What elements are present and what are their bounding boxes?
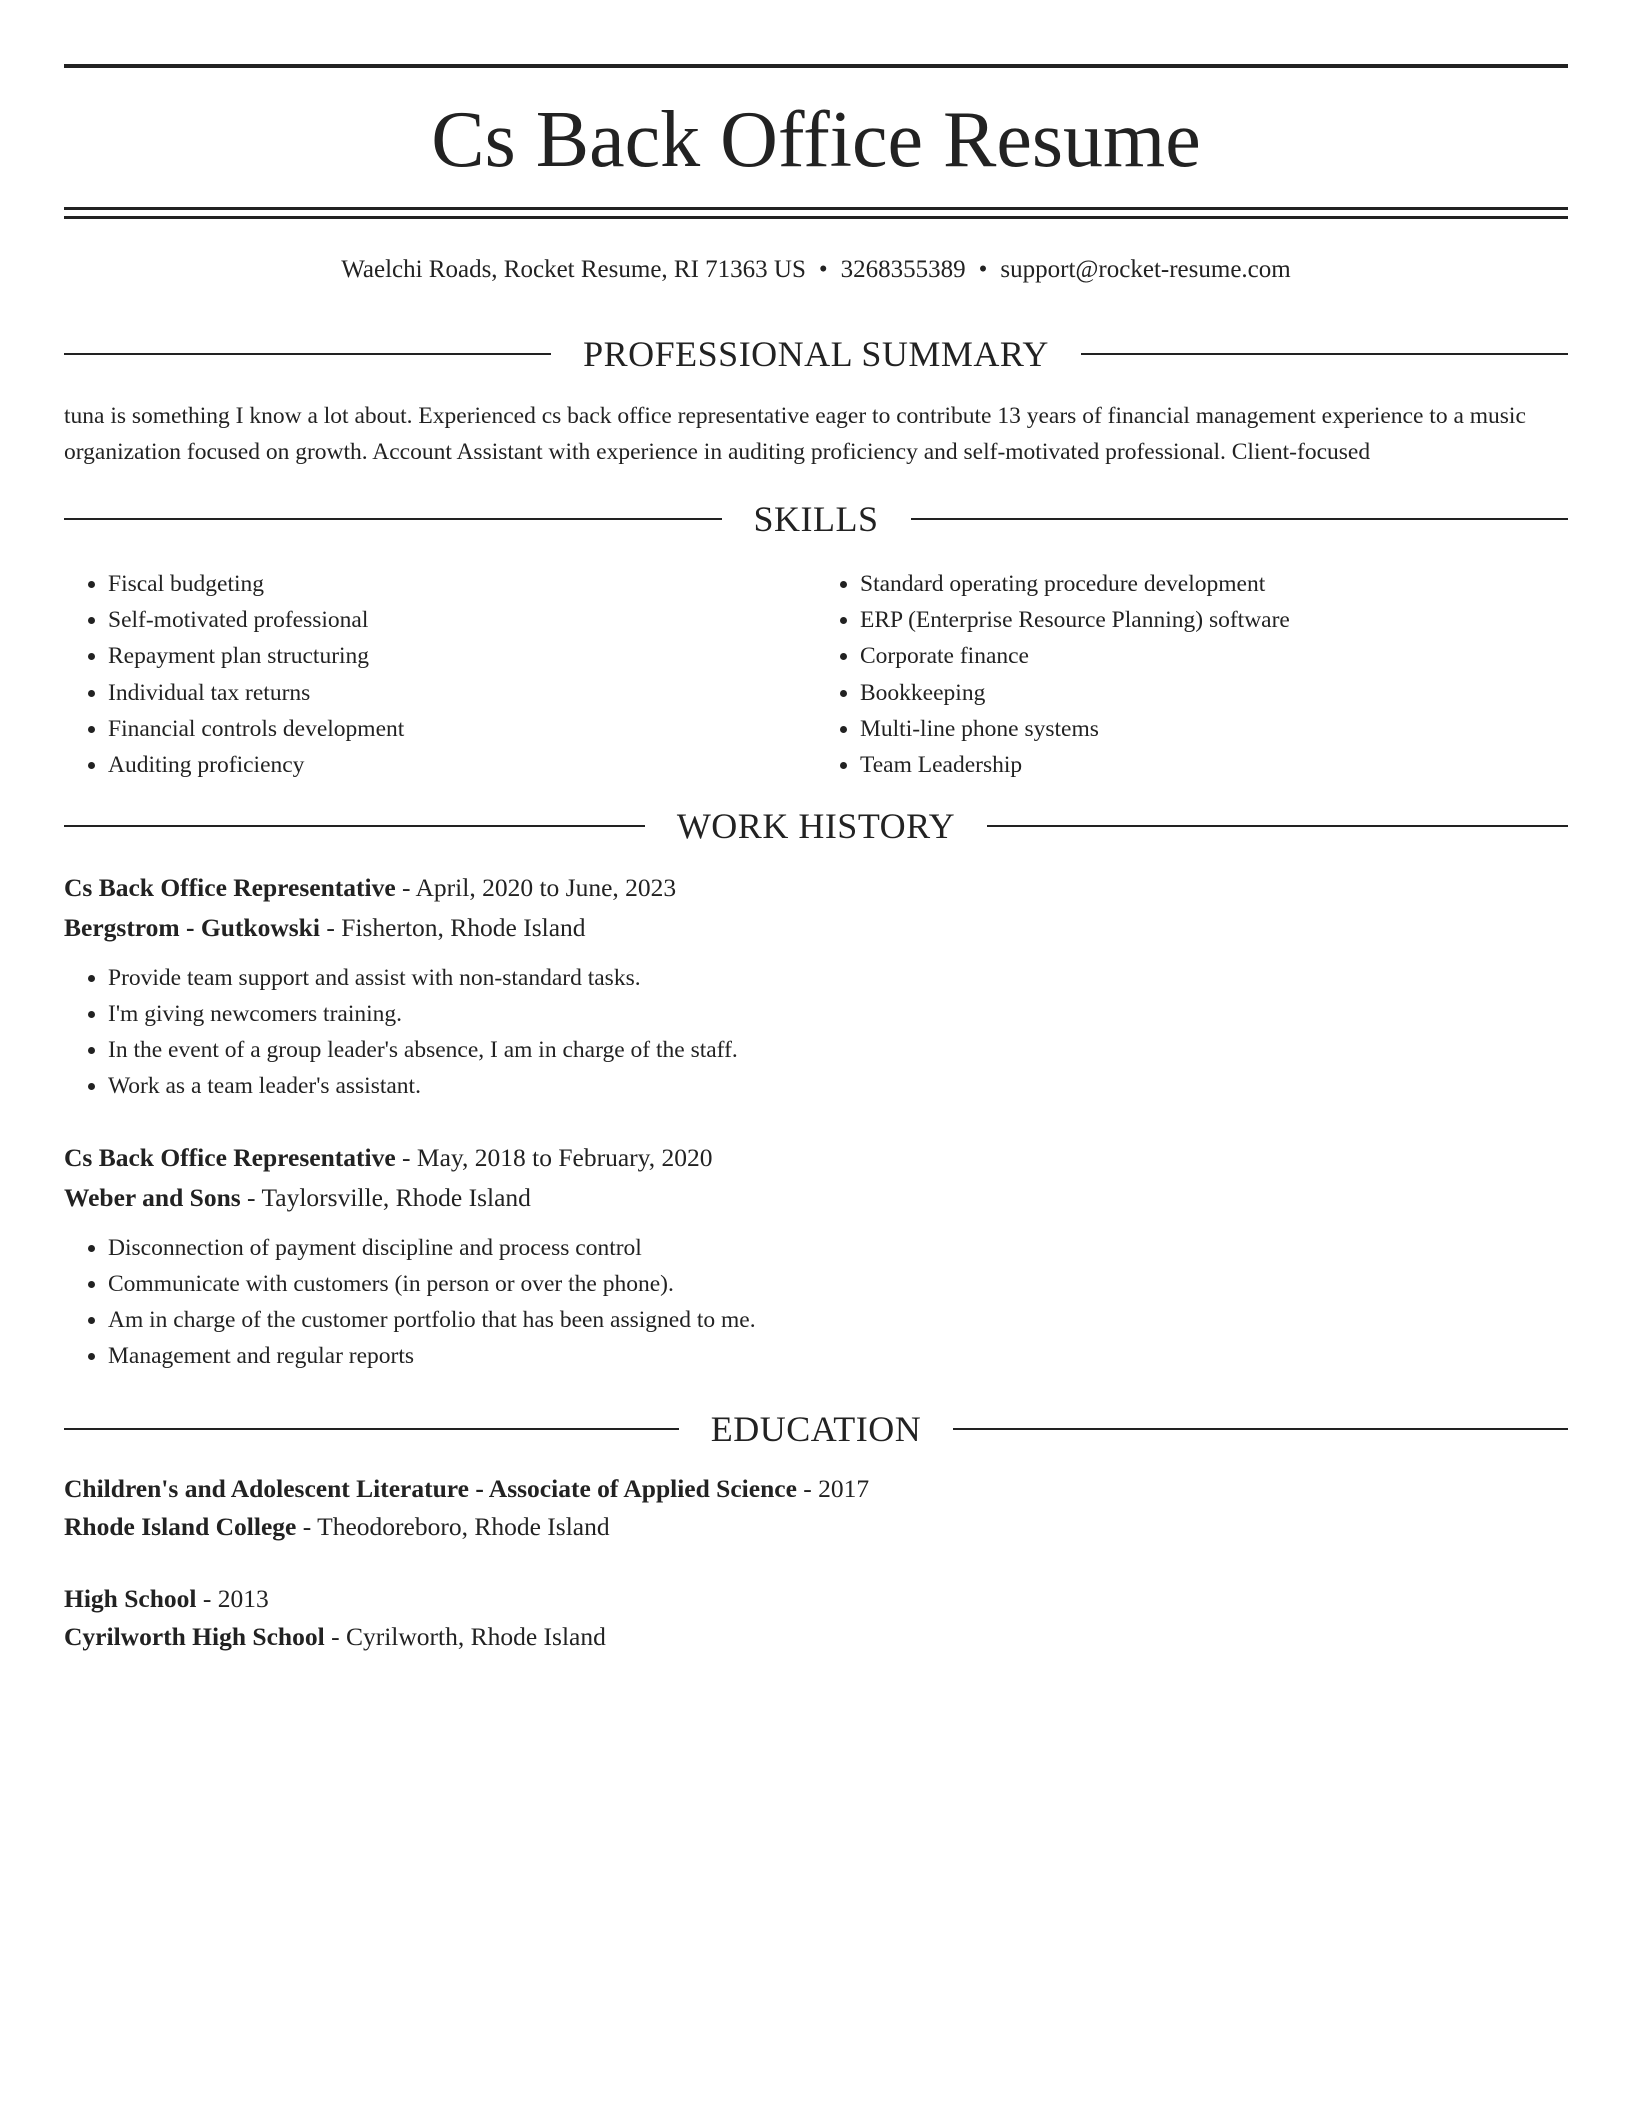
education-heading: EDUCATION: [710, 1409, 922, 1449]
top-rule: [64, 64, 1568, 68]
education-year: 2017: [818, 1474, 870, 1503]
heading-rule-right: [987, 825, 1568, 827]
dash: -: [319, 913, 342, 942]
skill-item: • ERP (Enterprise Resource Planning) software: [860, 602, 1568, 638]
dash: -: [196, 1584, 218, 1613]
education-location: Cyrilworth, Rhode Island: [345, 1622, 606, 1651]
skill-item: • Corporate finance: [860, 638, 1568, 674]
skill-item: • Fiscal budgeting: [108, 566, 816, 602]
job-bullet: • Management and regular reports: [108, 1338, 1568, 1374]
job-dates: May, 2018 to February, 2020: [416, 1143, 713, 1172]
summary-section-heading: [64, 332, 1568, 376]
dash: -: [796, 1474, 819, 1503]
job-company: Weber and Sons: [64, 1183, 241, 1212]
skill-item: • Financial controls development: [108, 711, 816, 747]
heading-rule-left: [64, 518, 722, 520]
skill-item: • Bookkeeping: [860, 675, 1568, 711]
contact-phone: 3268355389: [840, 256, 966, 283]
contact-line: [64, 252, 1568, 288]
job-company-line: [64, 908, 1568, 948]
heading-rule-left: [64, 353, 551, 355]
education-degree-line: [64, 1580, 1568, 1618]
job-title: Cs Back Office Representative: [64, 873, 396, 902]
job-location: Fisherton, Rhode Island: [341, 913, 586, 942]
dash: -: [296, 1512, 318, 1541]
education-section-heading: [64, 1407, 1568, 1451]
summary-text: tuna is something I know a lot about. Experienced cs back office representative eager to contribute 13 years of financial management experience to a music organization focused on growth. Account Assistant with experience in auditing proficiency and self-motivated professional. Client-focused: [64, 403, 1526, 465]
education-school: Cyrilworth High School: [64, 1622, 325, 1651]
dash: -: [395, 873, 416, 902]
job-bullet: • In the event of a group leader's absence, I am in charge of the staff.: [108, 1032, 1568, 1068]
job-company-line: [64, 1178, 1568, 1218]
education-school-line: [64, 1618, 1568, 1656]
job-company: Bergstrom - Gutkowski: [64, 913, 320, 942]
education-year: 2013: [217, 1584, 269, 1613]
skills-column-left: [64, 566, 816, 783]
resume-title: Cs Back Office Resume: [431, 96, 1201, 184]
work-heading: WORK HISTORY: [676, 806, 956, 846]
education-location: Theodoreboro, Rhode Island: [317, 1512, 610, 1541]
education-degree: High School: [64, 1584, 197, 1613]
job-bullet: • Disconnection of payment discipline and process control: [108, 1230, 1568, 1266]
job-dates: April, 2020 to June, 2023: [415, 873, 677, 902]
job-location: Taylorsville, Rhode Island: [261, 1183, 531, 1212]
skills-column-right: [816, 566, 1568, 783]
summary-heading: PROFESSIONAL SUMMARY: [583, 334, 1049, 374]
skills-section-heading: [64, 497, 1568, 541]
skill-item: • Auditing proficiency: [108, 747, 816, 783]
job-bullet: • Work as a team leader's assistant.: [108, 1068, 1568, 1104]
contact-address: Waelchi Roads, Rocket Resume, RI 71363 US: [341, 256, 806, 283]
skills-list: [64, 566, 1568, 783]
job-bullet: • Am in charge of the customer portfolio that has been assigned to me.: [108, 1302, 1568, 1338]
job-entry: [64, 1138, 1568, 1374]
skill-item: • Self-motivated professional: [108, 602, 816, 638]
heading-rule-right: [911, 518, 1569, 520]
contact-separator: •: [818, 256, 828, 283]
job-title-line: [64, 1138, 1568, 1178]
education-degree: Children's and Adolescent Literature - Associate of Applied Science: [64, 1474, 797, 1503]
heading-rule-right: [953, 1428, 1568, 1430]
job-title: Cs Back Office Representative: [64, 1143, 396, 1172]
job-bullet: • Communicate with customers (in person or over the phone).: [108, 1266, 1568, 1302]
dash: -: [240, 1183, 262, 1212]
contact-separator: •: [978, 256, 988, 283]
job-bullets: [64, 960, 1568, 1104]
education-entry: [64, 1580, 1568, 1656]
education-school: Rhode Island College: [64, 1512, 297, 1541]
skill-item: • Repayment plan structuring: [108, 638, 816, 674]
job-bullet: • Provide team support and assist with non-standard tasks.: [108, 960, 1568, 996]
skills-heading: SKILLS: [753, 499, 879, 539]
dash: -: [395, 1143, 417, 1172]
heading-rule-right: [1081, 353, 1568, 355]
skill-item: • Standard operating procedure development: [860, 566, 1568, 602]
skill-item: • Individual tax returns: [108, 675, 816, 711]
heading-rule-left: [64, 825, 645, 827]
contact-email: support@rocket-resume.com: [1000, 256, 1291, 283]
heading-rule-left: [64, 1428, 679, 1430]
work-section-heading: [64, 804, 1568, 848]
skill-item: • Multi-line phone systems: [860, 711, 1568, 747]
skill-item: • Team Leadership: [860, 747, 1568, 783]
education-degree-line: [64, 1470, 1568, 1508]
job-title-line: [64, 868, 1568, 908]
title-double-rule: [64, 207, 1568, 219]
education-entry: [64, 1470, 1568, 1546]
education-school-line: [64, 1508, 1568, 1546]
job-bullets: [64, 1230, 1568, 1374]
job-entry: [64, 868, 1568, 1104]
job-bullet: • I'm giving newcomers training.: [108, 996, 1568, 1032]
dash: -: [324, 1622, 346, 1651]
